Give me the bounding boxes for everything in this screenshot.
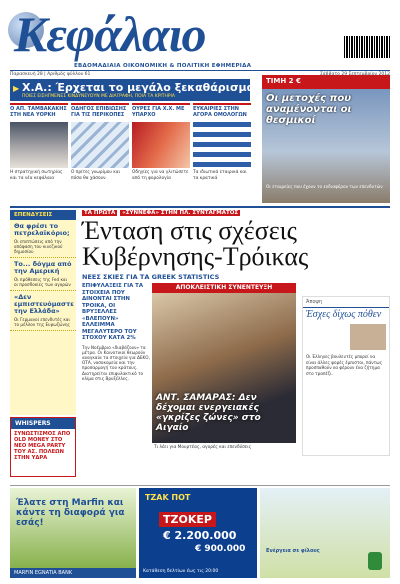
sidebar-item-title: «Δεν εμπιστευόμαστε την Ελλάδα»: [14, 293, 74, 315]
lead-column-body: Την Νοέμβριο «διαβάζουν» τα μέτρα. Οι Κοινοτικοί θεωρούν αναγκαία τα στοιχεία για ΔΕΚΟ, ΟΤΑ, νοσοκομεία και την προσαρμογή του κράτους. Διατηρείται επιφυλακτικό το κλίμα στις Βρυξέλλες.: [82, 344, 150, 381]
price-tag: ΤΙΜΗ 2 €: [262, 75, 390, 89]
whispers-header: WHISPERS: [11, 418, 75, 429]
investments-sidebar: [10, 210, 76, 415]
lead-deck: ΝΕΕΣ ΣΚΙΕΣ ΓΙΑ ΤΑ GREEK STATISTICS: [82, 273, 220, 281]
sidebar-header: ΕΠΕΝΔΥΣΕΙΣ: [10, 210, 76, 220]
thumbnail-image: [132, 122, 190, 168]
author-avatar: [350, 324, 386, 350]
marfin-ad-bottom: MARFIN EGNATIA BANK: [10, 568, 136, 578]
joker-ad[interactable]: [139, 488, 257, 578]
sidebar-item-body: Οι πρόθεσεις της Fed και οι προσδοκίες των αγορών: [14, 277, 71, 287]
feature-headline: Οι μετοχές που αναμένονται οι θεσμικοί: [266, 93, 352, 126]
thumbnail-image: [10, 122, 68, 168]
barcode: [344, 36, 390, 58]
sidebar-item-title: Το... δόγμα από την Αμερική: [14, 260, 72, 275]
eco-ad-text: Ενέργεια σε φίλους: [266, 548, 320, 554]
lead-column: [82, 283, 150, 483]
thumbnail-title: ΟΔΗΓΟΣ ΕΠΙΒΙΩΣΗΣ ΓΙΑ ΤΙΣ ΠΕΡΙΚΟΠΕΣ: [71, 103, 129, 121]
thumbnail-title: ΕΥΚΑΙΡΙΕΣ ΣΤΗΝ ΑΓΟΡΑ ΟΜΟΛΟΓΩΝ: [193, 103, 251, 121]
top-story-sub: ΠΟΙΕΣ ΕΙΣΗΓΜΕΝΕΣ ΚΙΝΔΥΝΕΥΟΥΝ ΜΕ ΔΙΑΓΡΑΦΗ, ΠΟΙΑ ΤΑ ΚΡΙΤΗΡΙΑ: [22, 94, 175, 99]
joker-ad-title: ΤΖΑΚ ΠΟΤ: [145, 493, 191, 502]
opinion-body: Οι Έλληνες βουλευτές μπορεί να είναι άλλες φορές έμπιστοι, πάντως προσπαθούν να φέρουν ένα ζήτημα στο τραπέζι.: [306, 354, 383, 376]
thumbnail-title: ΟΥΡΕΣ ΓΙΑ Χ.Χ. ΜΕ ΥΠΑΡΧΟ: [132, 103, 190, 121]
sidebar-item-body: Οι επιπτώσεις από την απόφαση του κινεζικού δημοσίου: [14, 239, 63, 254]
sidebar-item[interactable]: [10, 291, 76, 331]
interview-tag: ΑΠΟΚΛΕΙΣΤΙΚΗ ΣΥΝΕΝΤΕΥΞΗ: [152, 283, 296, 293]
thumbnail-caption: Οδηγίες για να γλιτώσετε από τη φορολογία: [132, 170, 189, 181]
feature-caption: Οι εταιρείες που έχουν το ενδιαφέρον των επενδυτών: [266, 185, 383, 190]
sidebar-item-body: Οι Γερμανοί επενδυτές και το μέλλον της Ευρωζώνης: [14, 317, 70, 327]
thumbnail-item[interactable]: [132, 103, 190, 203]
lead-headline[interactable]: Ένταση στις σχέσεις Κυβέρνησης-Τρόικας: [82, 216, 309, 271]
joker-ad-caption: Κατάθεση δελτίων έως τις 20:00: [143, 569, 219, 574]
thumbnail-row: [10, 103, 250, 203]
thumbnail-item[interactable]: [71, 103, 129, 203]
thumbnail-item[interactable]: [10, 103, 68, 203]
eco-ad[interactable]: [260, 488, 390, 578]
marfin-ad-text: Έλατε στη Marfin και κάντε τη διαφορά για εσάς!: [16, 498, 125, 528]
opinion-header: Άποψη: [303, 297, 389, 308]
top-story-headline: Χ.Α.: Έρχεται το μεγάλο ξεκαθάρισμα: [22, 81, 255, 94]
masthead-title: Κεφάλαιο: [14, 6, 206, 62]
arrow-icon: ▶: [13, 84, 20, 93]
opinion-title: Έσχες δίχως πόθεν: [306, 309, 382, 320]
interview-photo: [152, 293, 296, 443]
thumbnail-caption: Τα ιδιωτικά εταιρικά και τα κρατικά: [193, 170, 247, 181]
thumbnail-item[interactable]: [193, 103, 251, 203]
interview-caption: Τι λέει για Μουρτέας, αγορές και επενδύσεις: [154, 445, 252, 450]
thumbnail-caption: Η στρατηγική σωτηρίας και τα νέα κεφάλαια: [10, 170, 63, 181]
thumbnail-image: [193, 122, 251, 168]
lead-column-sub: ΕΠΙΦΥΛΑΞΕΙΣ ΓΙΑ ΤΑ ΣΤΟΙΧΕΙΑ ΠΟΥ ΔΙΝΟΝΤΑΙ ΣΤΗΝ ΤΡΟΙΚΑ, ΟΙ ΒΡΥΞΕΛΛΕΣ «ΒΛΕΠΟΥΝ» ΕΛΛΕΙΜΜΑ ΜΕΓΑΛΥΤΕΡΟ ΤΟΥ ΣΤΟΧΟΥ ΚΑΤΑ 2%: [82, 283, 144, 341]
opinion-box[interactable]: [302, 296, 390, 456]
thumbnail-title: Ο ΑΠ. ΤΑΜΒΑΚΑΚΗΣ ΣΤΗ ΝΕΑ ΥΟΡΚΗ: [10, 103, 68, 121]
ads-divider: [10, 485, 390, 486]
kicker-text: «ΣΥΝΝΕΦΑ» ΣΤΗΝ ΠΛ. ΣΥΝΤΑΓΜΑΤΟΣ: [122, 210, 239, 216]
top-story-banner[interactable]: [10, 79, 255, 101]
section-divider: [10, 206, 390, 208]
thumbnail-image: [71, 122, 129, 168]
marfin-ad[interactable]: [10, 488, 136, 578]
joker-ad-secondary: € 900.000: [195, 544, 246, 554]
date-left: Παρασκευή 28 | Αριθμός φύλλου 61: [10, 72, 91, 77]
interview-box[interactable]: [152, 283, 296, 479]
masthead-subtitle: ΕΒΔΟΜΑΔΙΑΙΑ ΟΙΚΟΝΟΜΙΚΗ & ΠΟΛΙΤΙΚΗ ΕΦΗΜΕΡΙΔΑ: [74, 63, 252, 69]
kicker-tag: ΤΑ ΠΡΩΤΑ: [84, 210, 116, 216]
joker-ad-label: ΤΖΟΚΕΡ: [159, 512, 216, 527]
sidebar-item-title: Θα φρέσι το πετρελαϊκόριο;: [14, 222, 70, 237]
thumbnail-caption: Ο πρίτες γνωρίμου και πόσα θα χάσουν: [71, 170, 121, 181]
joker-ad-amount: € 2.200.000: [163, 529, 237, 542]
sidebar-item[interactable]: [10, 220, 76, 258]
eco-logo-icon: [368, 552, 382, 570]
sidebar-item[interactable]: [10, 258, 76, 291]
interview-quote: ΑΝΤ. ΣΑΜΑΡΑΣ: Δεν δέχομαι ενεργειακές «γκρίζες ζώνες» στο Αιγαίο: [156, 393, 261, 433]
whispers-text: ΣΥΝΩΣΤΙΣΜΟΣ ΑΠΟ OLD MONEY ΣΤΟ ΝΕΟ MEGA PARTY ΤΟΥ ΑΣ. ΠΟΛΕΩΝ ΣΤΗΝ ΥΔΡΑ: [14, 431, 71, 461]
whispers-box[interactable]: [10, 417, 76, 477]
feature-box[interactable]: [262, 75, 390, 203]
